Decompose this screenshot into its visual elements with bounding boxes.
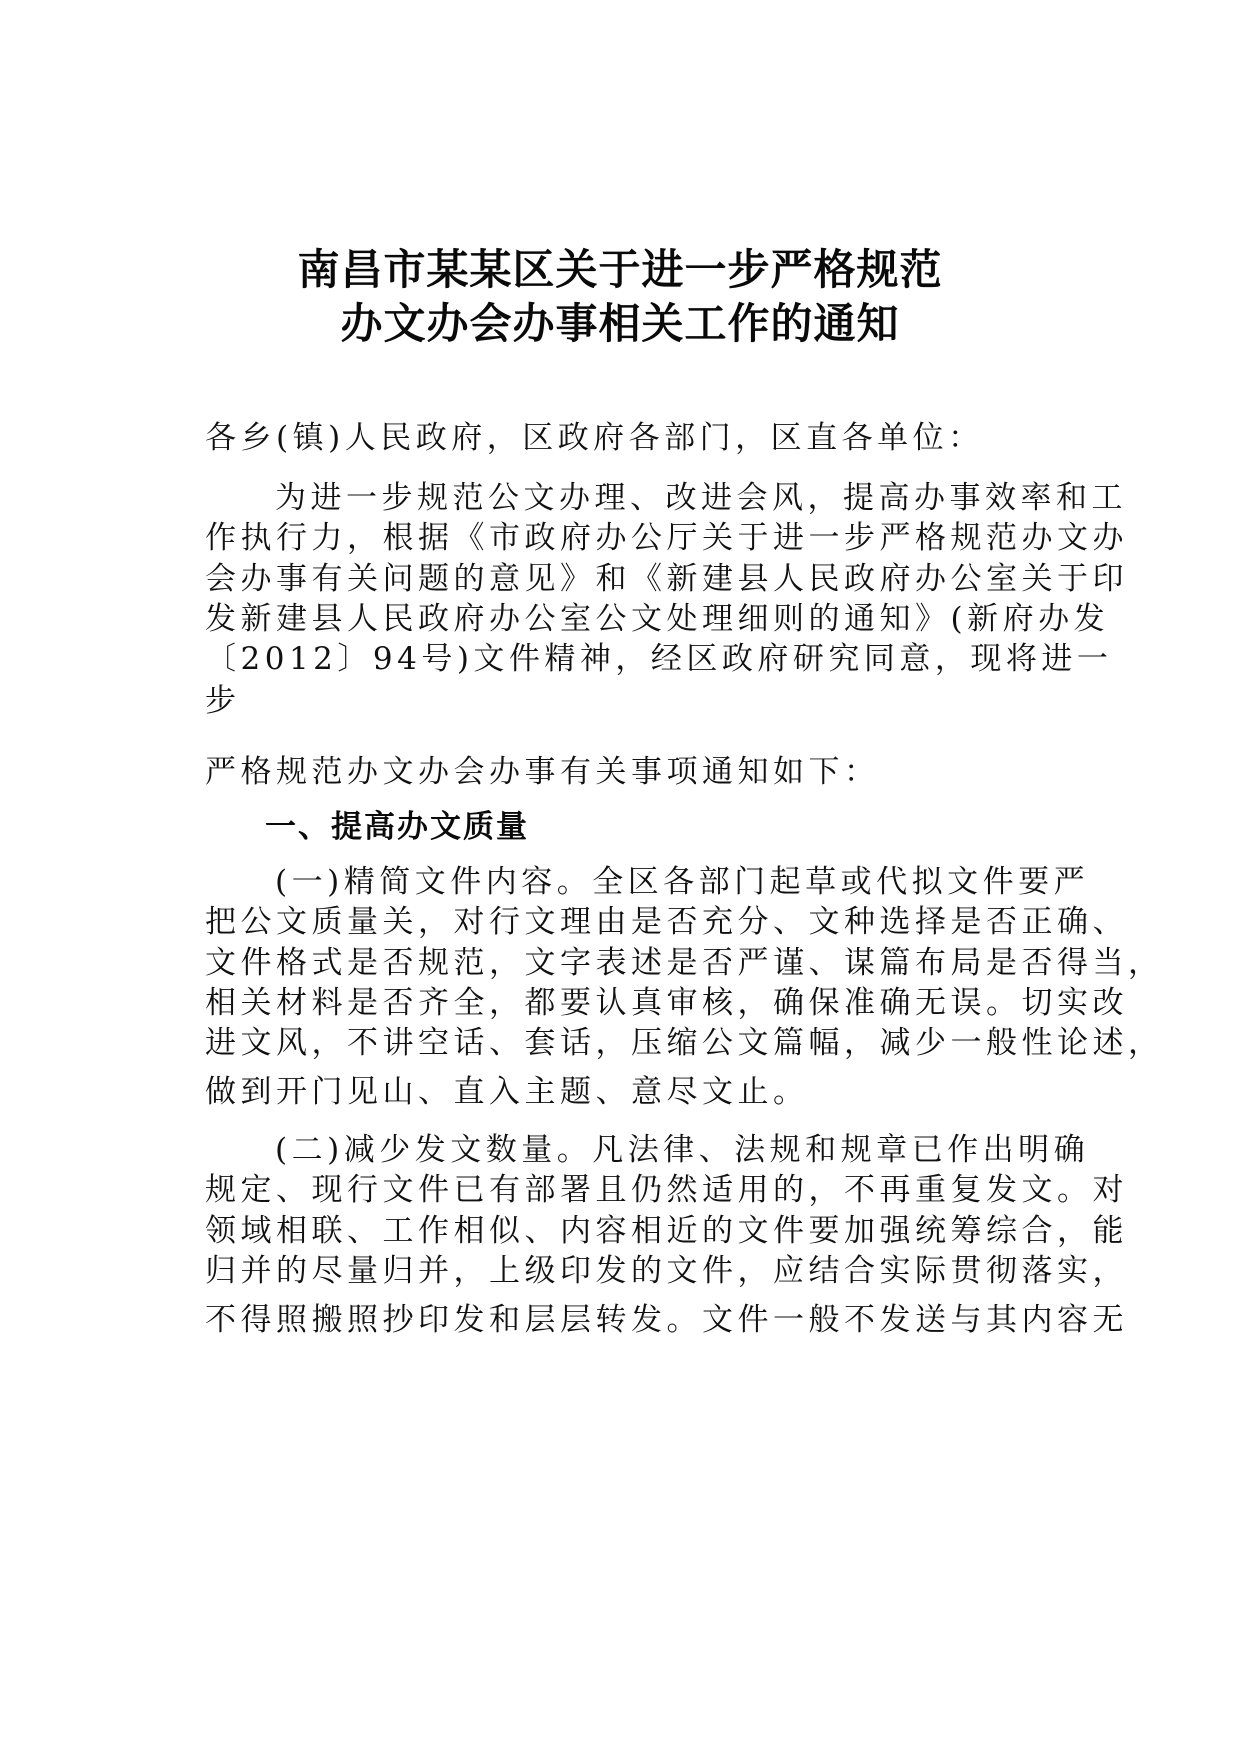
paragraph-line: 文件格式是否规范，文字表述是否严谨、谋篇布局是否得当， bbox=[205, 945, 1164, 981]
paragraph-line: 做到开门见山、直入主题、意尽文止。 bbox=[205, 1074, 809, 1110]
paragraph-line: 把公文质量关，对行文理由是否充分、文种选择是否正确、 bbox=[205, 904, 1128, 940]
paragraph-line: 相关材料是否齐全，都要认真审核，确保准确无误。切实改 bbox=[205, 985, 1128, 1021]
intro-line: 作执行力，根据《市政府办公厅关于进一步严格规范办文办 bbox=[205, 520, 1128, 556]
intro-line: 发新建县人民政府办公室公文处理细则的通知》(新府办发 bbox=[205, 601, 1110, 637]
paragraph-line: 归并的尽量归并，上级印发的文件，应结合实际贯彻落实， bbox=[205, 1253, 1128, 1289]
intro-line: 会办事有关问题的意见》和《新建县人民政府办公室关于印 bbox=[205, 561, 1128, 597]
document-title-line-1: 南昌市某某区关于进一步严格规范 bbox=[297, 245, 943, 294]
paragraph-line: (二)减少发文数量。凡法律、法规和规章已作出明确 bbox=[275, 1132, 1090, 1168]
intro-line: 为进一步规范公文办理、改进会风，提高办事效率和工 bbox=[275, 480, 1127, 516]
document-title-line-2: 办文办会办事相关工作的通知 bbox=[340, 299, 900, 348]
paragraph-line: 进文风，不讲空话、套话，压缩公文篇幅，减少一般性论述， bbox=[205, 1025, 1164, 1061]
section-heading: 一、提高办文质量 bbox=[265, 809, 529, 845]
paragraph-line: (一)精简文件内容。全区各部门起草或代拟文件要严 bbox=[275, 864, 1090, 900]
paragraph-line: 规定、现行文件已有部署且仍然适用的，不再重复发文。对 bbox=[205, 1172, 1128, 1208]
intro-line: 步 bbox=[205, 683, 241, 719]
paragraph-line: 领域相联、工作相似、内容相近的文件要加强统筹综合，能 bbox=[205, 1213, 1128, 1249]
salutation: 各乡(镇)人民政府，区政府各部门，区直各单位： bbox=[205, 420, 984, 456]
paragraph-line: 不得照搬照抄印发和层层转发。文件一般不发送与其内容无 bbox=[205, 1302, 1128, 1338]
intro-line: 〔2012〕94号)文件精神，经区政府研究同意，现将进一 bbox=[205, 641, 1113, 677]
intro-line: 严格规范办文办会办事有关事项通知如下： bbox=[205, 754, 880, 790]
